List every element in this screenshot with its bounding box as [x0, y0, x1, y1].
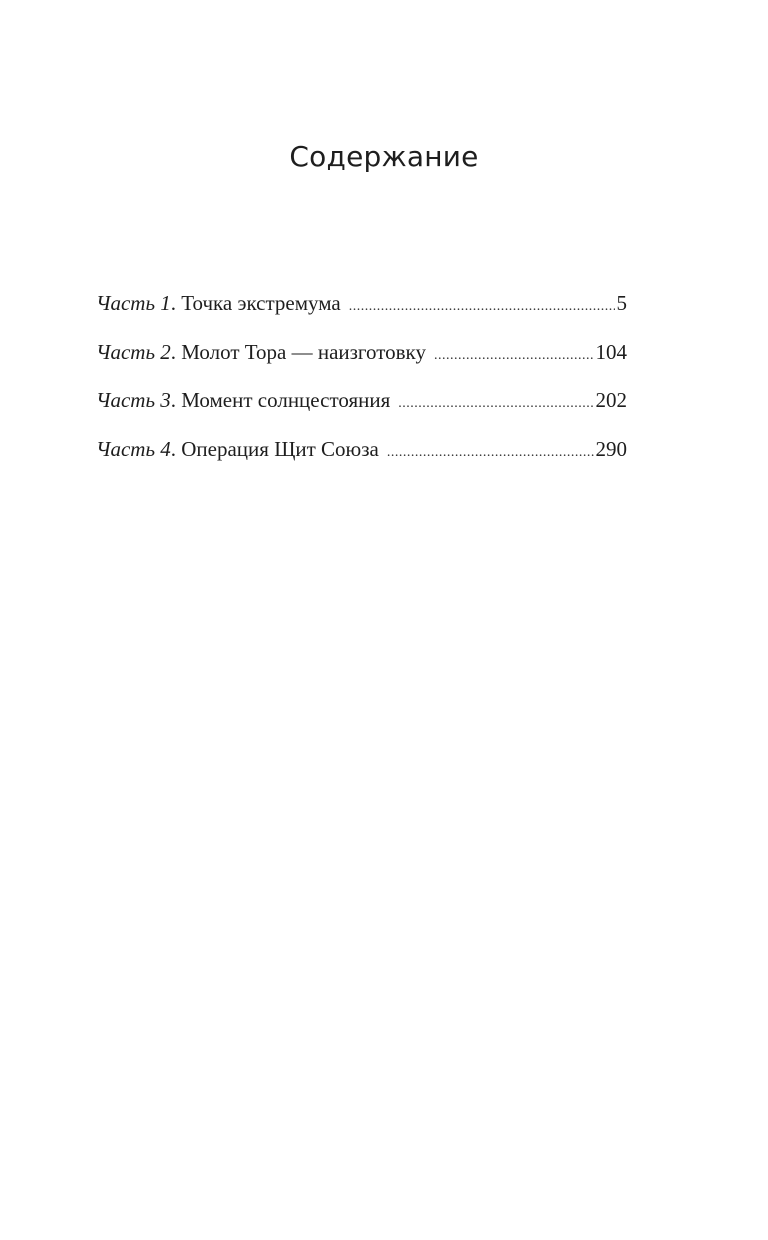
toc-entry	[96, 291, 627, 340]
toc-page-number: 104	[595, 339, 627, 364]
dot-leader	[398, 396, 593, 412]
toc-part-label: Часть 3	[96, 388, 171, 412]
dot-leader	[387, 445, 594, 461]
toc-entry	[96, 388, 627, 437]
page-title: Содержание	[289, 140, 479, 173]
toc-entry-title: Точка экстремума	[181, 291, 341, 315]
toc-entry-title: Момент солнцестояния	[181, 388, 391, 412]
toc-page-number: 5	[616, 291, 627, 315]
dot-leader	[349, 299, 615, 315]
toc-part-label: Часть 2	[96, 339, 171, 364]
toc-entry	[96, 437, 627, 486]
toc-separator: .	[170, 339, 182, 364]
toc-page-number: 202	[595, 388, 627, 412]
toc-part-label: Часть 4	[96, 436, 171, 461]
toc-separator: .	[170, 436, 182, 461]
toc-separator: .	[170, 291, 182, 315]
toc-entry-title: Операция Щит Союза	[181, 436, 379, 461]
toc-entry	[96, 340, 627, 389]
toc-entry-title: Молот Тора — наизготовку	[181, 339, 426, 364]
toc-separator: .	[170, 388, 182, 412]
table-of-contents	[96, 291, 627, 485]
toc-part-label: Часть 1	[96, 291, 171, 315]
toc-page-number: 290	[595, 436, 627, 461]
dot-leader	[434, 348, 594, 364]
